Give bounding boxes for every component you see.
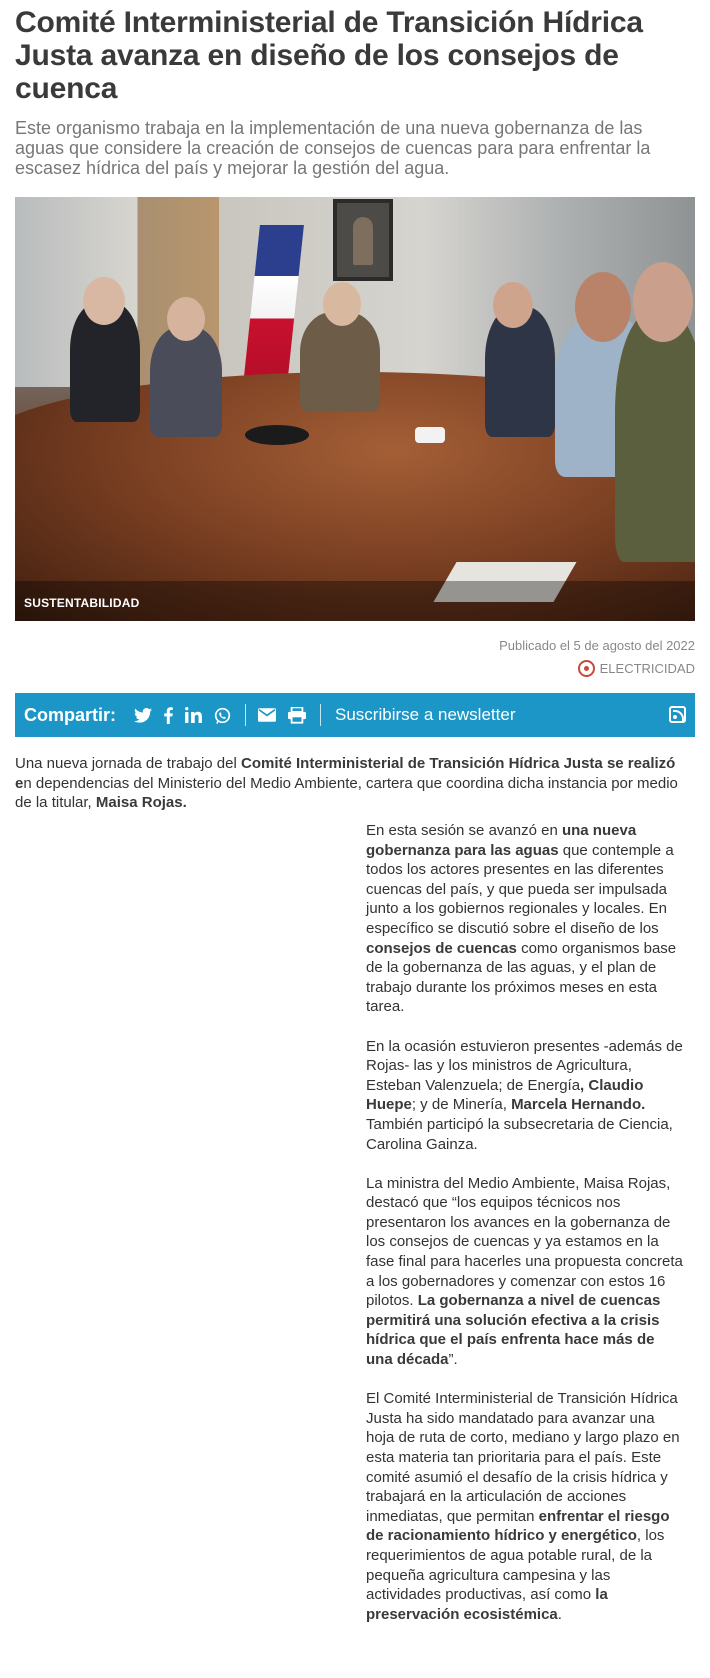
body-paragraph-3 xyxy=(366,1174,684,1370)
publish-date: Publicado el 5 de agosto del 2022 xyxy=(499,638,695,653)
article xyxy=(15,0,695,813)
body-text: ”. xyxy=(448,1351,458,1369)
photo-person-face xyxy=(493,282,533,328)
article-category[interactable] xyxy=(578,657,695,680)
body-text: También participó la subsecretaria de Ciencia, Carolina Gainza. xyxy=(366,1115,673,1153)
photo-person xyxy=(150,327,222,437)
article-meta xyxy=(15,634,695,684)
body-text: La ministra del Medio Ambiente, Maisa Rojas, destacó que “los equipos técnicos nos presentaron los avances en la gobernanza de los consejos de cuencas y ya estamos en la fase final para hacerles una propuesta concreta a los gobernadores y comenzar con estos 16 pilotos. xyxy=(366,1174,683,1310)
share-divider xyxy=(245,704,246,726)
email-icon[interactable] xyxy=(258,705,276,725)
rss-icon[interactable] xyxy=(669,706,686,723)
body-bold: la preservación ecosistémica xyxy=(366,1586,608,1623)
photo-person-face xyxy=(323,282,361,326)
newsletter-link[interactable]: Suscribirse a newsletter xyxy=(335,705,516,724)
body-text: que contemple a todos los actores presentes en las diferentes cuencas del país, y que pueda ser impulsada junto a los gobiernos regionales y locales. En específico se discutió sobre el diseño de los xyxy=(366,841,674,937)
intro-bold: Maisa Rojas. xyxy=(95,794,187,811)
body-paragraph-1 xyxy=(366,821,684,1017)
photo-person-face xyxy=(167,297,205,341)
intro-bold: Comité Interministerial de Transición Hídrica Justa se realizó e xyxy=(15,755,676,792)
article-body xyxy=(366,821,684,1644)
body-text: ; y de Minería, xyxy=(411,1096,512,1114)
body-bold: consejos de cuencas xyxy=(366,939,517,957)
print-icon[interactable] xyxy=(288,705,306,725)
body-text: En la ocasión estuvieron presentes -además de Rojas- las y los ministros de Agricultura, Esteban Valenzuela; de Energía xyxy=(366,1037,683,1094)
category-dot-icon xyxy=(578,660,595,677)
article-title: Comité Interministerial de Transición Hídrica Justa avanza en diseño de los consejos de cuenca xyxy=(15,6,643,105)
photo-person-face xyxy=(575,272,631,342)
body-text: El Comité Interministerial de Transición Hídrica Justa ha sido mandatado para avanzar una hoja de ruta de corto, mediano y largo plazo en esta materia tan prioritaria para el país. Este comité asumió el desafío de la crisis hídrica y trabajará en la articulación de acciones inmediatas, que permitan xyxy=(366,1390,680,1525)
photo-person-face xyxy=(633,262,693,342)
intro-text: n dependencias del Ministerio del Medio Ambiente, cartera que coordina dicha instancia por medio de la titular, xyxy=(15,774,678,811)
article-intro xyxy=(15,754,695,813)
photo-person xyxy=(615,312,695,562)
share-label: Compartir: xyxy=(24,704,117,725)
body-bold: una nueva gobernanza para las aguas xyxy=(366,822,637,859)
article-lead: Este organismo trabaja en la implementación de una nueva gobernanza de las aguas que considere la creación de consejos de cuencas para para enfrentar la escasez hídrica del país y mejorar la gestión del agua. xyxy=(15,118,651,178)
body-paragraph-2 xyxy=(366,1037,684,1155)
facebook-icon[interactable] xyxy=(164,705,173,725)
photo-cup xyxy=(415,427,445,443)
body-bold: Marcela Hernando. xyxy=(511,1096,646,1114)
share-divider xyxy=(320,704,321,726)
photo-portrait xyxy=(333,199,393,281)
photo-person xyxy=(300,312,380,412)
photo-person-face xyxy=(83,277,125,325)
category-label[interactable]: ELECTRICIDAD xyxy=(599,661,695,676)
body-bold: enfrentar el riesgo de racionamiento hídrico y energético xyxy=(366,1507,670,1545)
whatsapp-icon[interactable] xyxy=(214,705,231,725)
twitter-icon[interactable] xyxy=(134,705,152,725)
share-bar xyxy=(15,693,695,737)
body-bold: , Claudio Huepe xyxy=(366,1076,644,1114)
linkedin-icon[interactable] xyxy=(185,705,202,725)
photo-conference-speaker xyxy=(245,425,309,445)
body-text: como organismos base de la gobernanza de las aguas, y el plan de trabajo durante los próximos meses en esta tarea. xyxy=(366,939,677,1016)
body-bold: La gobernanza a nivel de cuencas permitirá una solución efectiva a la crisis hídrica que el país enfrenta hace más de una década xyxy=(366,1292,661,1369)
article-hero-image xyxy=(15,197,695,621)
image-category-tag[interactable]: SUSTENTABILIDAD xyxy=(24,596,140,610)
body-text: . xyxy=(557,1605,562,1623)
body-paragraph-4 xyxy=(366,1389,684,1624)
body-text: , los requerimientos de agua potable rural, de la pequeña agricultura campesina y las actividades productivas, así como xyxy=(366,1527,665,1604)
intro-text: Una nueva jornada de trabajo del xyxy=(15,755,241,772)
body-text: En esta sesión se avanzó en xyxy=(366,822,562,839)
